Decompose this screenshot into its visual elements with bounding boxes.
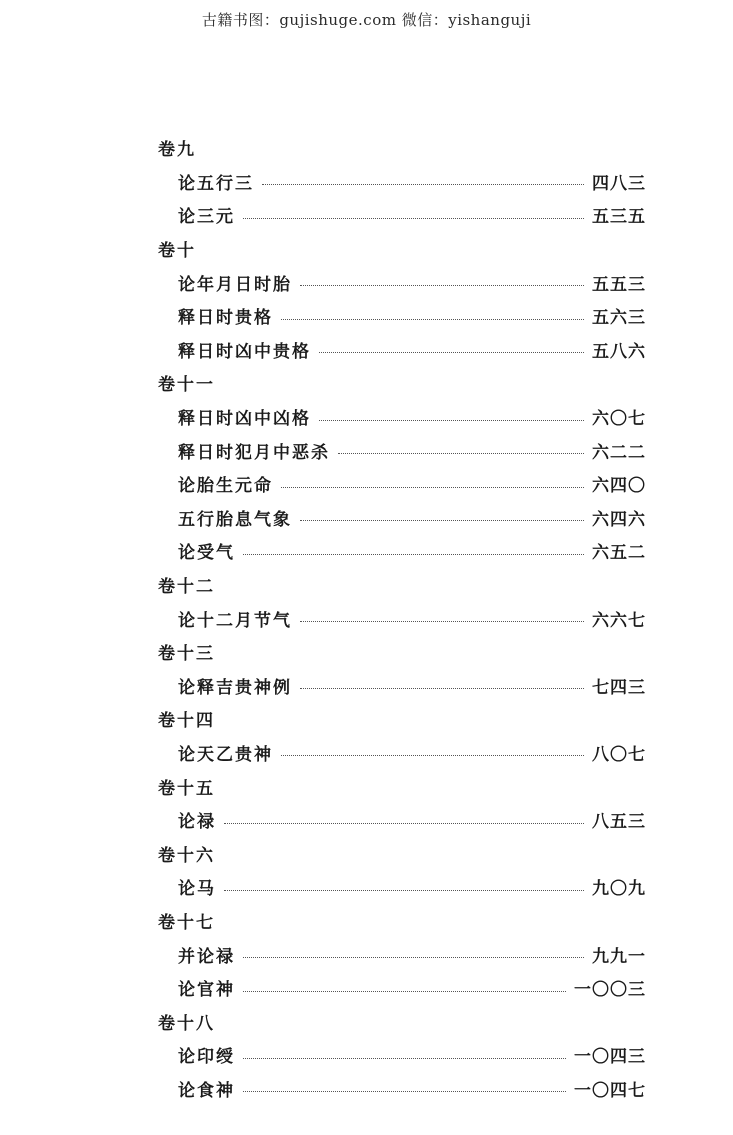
entry-title: 释日时犯月中恶杀	[178, 442, 330, 463]
entry-title: 论马	[178, 879, 216, 900]
dot-leader	[224, 889, 584, 891]
toc-entry[interactable]	[158, 165, 646, 199]
entry-title: 论释吉贵神例	[178, 677, 292, 698]
page-number: 五八六	[592, 341, 646, 362]
page-number: 八五三	[592, 812, 646, 833]
dot-leader	[281, 486, 584, 488]
dot-leader	[319, 419, 584, 421]
dot-leader	[243, 956, 584, 958]
toc-entry[interactable]	[158, 433, 646, 467]
dot-leader	[243, 553, 584, 555]
entry-title: 论印绶	[178, 1047, 235, 1068]
volume-heading	[158, 635, 646, 669]
toc-entry[interactable]	[158, 400, 646, 434]
page-number: 六六七	[592, 610, 646, 631]
entry-title: 论禄	[178, 812, 216, 833]
volume-heading	[158, 1004, 646, 1038]
entry-title: 释日时贵格	[178, 308, 273, 329]
dot-leader	[224, 822, 584, 824]
page-number: 一〇〇三	[574, 980, 646, 1001]
dot-leader	[300, 620, 584, 622]
page-number: 四八三	[592, 173, 646, 194]
page-number: 六四〇	[592, 476, 646, 497]
page-number: 八〇七	[592, 744, 646, 765]
entry-title: 释日时凶中凶格	[178, 409, 311, 430]
volume-label: 卷十五	[158, 778, 215, 799]
page-number: 五六三	[592, 308, 646, 329]
toc-entry[interactable]	[158, 803, 646, 837]
volume-label: 卷九	[158, 140, 196, 161]
volume-heading	[158, 836, 646, 870]
entry-title: 论受气	[178, 543, 235, 564]
page-number: 五五三	[592, 274, 646, 295]
volume-label: 卷十七	[158, 912, 215, 933]
toc-entry[interactable]	[158, 265, 646, 299]
entry-title: 释日时凶中贵格	[178, 341, 311, 362]
volume-heading	[158, 131, 646, 165]
page-number: 六四六	[592, 509, 646, 530]
dot-leader	[319, 351, 584, 353]
entry-title: 并论禄	[178, 946, 235, 967]
page-number: 一〇四七	[574, 1080, 646, 1101]
toc-entry[interactable]	[158, 1072, 646, 1106]
entry-title: 论食神	[178, 1080, 235, 1101]
toc-entry[interactable]	[158, 601, 646, 635]
dot-leader	[281, 318, 584, 320]
toc-entry[interactable]	[158, 534, 646, 568]
dot-leader	[300, 687, 584, 689]
volume-heading	[158, 904, 646, 938]
volume-label: 卷十四	[158, 711, 215, 732]
toc-entry[interactable]	[158, 870, 646, 904]
toc-entry[interactable]	[158, 299, 646, 333]
dot-leader	[243, 1057, 566, 1059]
volume-label: 卷十八	[158, 1013, 215, 1034]
page-number: 六〇七	[592, 409, 646, 430]
dot-leader	[243, 990, 566, 992]
volume-label: 卷十一	[158, 375, 215, 396]
entry-title: 五行胎息气象	[178, 509, 292, 530]
dot-leader	[281, 754, 584, 756]
toc-entry[interactable]	[158, 971, 646, 1005]
page-number: 九九一	[592, 946, 646, 967]
volume-label: 卷十三	[158, 644, 215, 665]
entry-title: 论十二月节气	[178, 610, 292, 631]
entry-title: 论官神	[178, 980, 235, 1001]
page-number: 六二二	[592, 442, 646, 463]
volume-label: 卷十六	[158, 845, 215, 866]
toc-entry[interactable]	[158, 736, 646, 770]
page-header: 古籍书图：gujishuge.com 微信：yishanguji	[201, 11, 532, 29]
dot-leader	[243, 1090, 566, 1092]
dot-leader	[300, 284, 584, 286]
toc-entry[interactable]	[158, 669, 646, 703]
entry-title: 论三元	[178, 207, 235, 228]
volume-heading	[158, 366, 646, 400]
entry-title: 论天乙贵神	[178, 744, 273, 765]
toc-entry[interactable]	[158, 467, 646, 501]
volume-label: 卷十	[158, 241, 196, 262]
page-number: 六五二	[592, 543, 646, 564]
volume-heading	[158, 702, 646, 736]
toc-entry[interactable]	[158, 937, 646, 971]
toc-entry[interactable]	[158, 501, 646, 535]
volume-label: 卷十二	[158, 577, 215, 598]
page-number: 九〇九	[592, 879, 646, 900]
page-number: 一〇四三	[574, 1047, 646, 1068]
entry-title: 论年月日时胎	[178, 274, 292, 295]
toc-entry[interactable]	[158, 333, 646, 367]
entry-title: 论胎生元命	[178, 476, 273, 497]
toc-entry[interactable]	[158, 1038, 646, 1072]
dot-leader	[338, 452, 584, 454]
entry-title: 论五行三	[178, 173, 254, 194]
volume-heading	[158, 232, 646, 266]
volume-heading	[158, 769, 646, 803]
dot-leader	[262, 183, 584, 185]
volume-heading	[158, 568, 646, 602]
table-of-contents	[158, 131, 646, 1105]
page-number: 七四三	[592, 677, 646, 698]
dot-leader	[300, 519, 584, 521]
toc-entry[interactable]	[158, 198, 646, 232]
page-number: 五三五	[592, 207, 646, 228]
dot-leader	[243, 217, 584, 219]
